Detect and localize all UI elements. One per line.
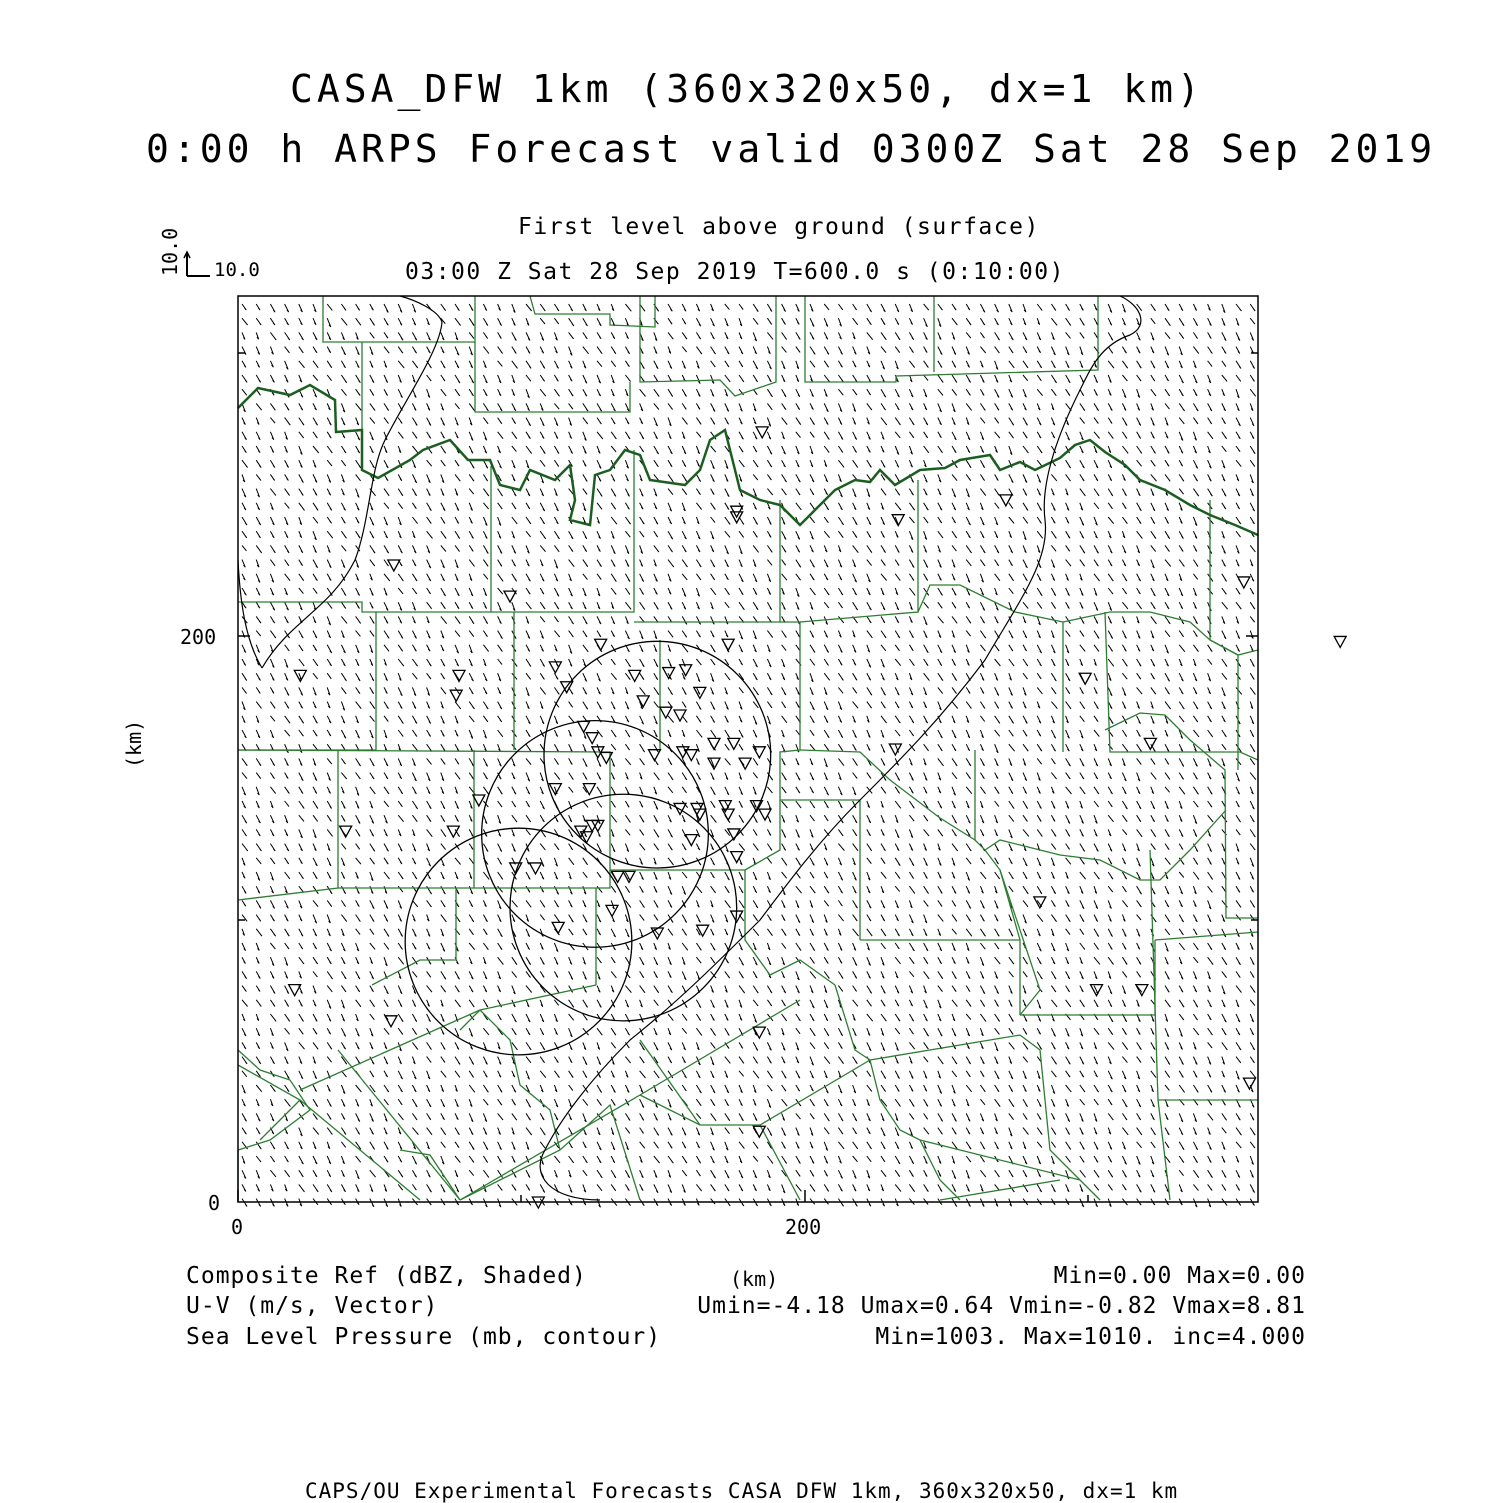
radar-station-triangle-icon bbox=[1034, 897, 1046, 908]
radar-station-triangle-icon bbox=[1144, 738, 1156, 749]
legend-reflectivity-stats: Min=0.00 Max=0.00 bbox=[1053, 1263, 1306, 1289]
radar-station-triangle-icon bbox=[697, 925, 709, 936]
radar-station-triangle-icon bbox=[606, 905, 618, 916]
radar-station-triangle-icon bbox=[552, 922, 564, 933]
radar-station-triangle-icon bbox=[530, 863, 542, 874]
radar-station-triangle-icon bbox=[722, 639, 734, 650]
vector-key-icon bbox=[184, 252, 210, 276]
x-tick-200: 200 bbox=[785, 1215, 822, 1239]
radar-station-triangle-icon bbox=[660, 707, 672, 718]
radar-station-triangle-icon bbox=[583, 784, 595, 795]
radar-station-triangle-icon bbox=[694, 687, 706, 698]
axis-ticks bbox=[238, 353, 1258, 1202]
radar-station-triangle-icon bbox=[685, 835, 697, 846]
radar-station-triangle-icon bbox=[388, 560, 400, 571]
valid-time-label: 03:00 Z Sat 28 Sep 2019 T=600.0 s (0:10:00) bbox=[405, 259, 1065, 285]
radar-station-triangle-icon bbox=[549, 662, 561, 673]
legend-pressure-stats: Min=1003. Max=1010. inc=4.000 bbox=[875, 1324, 1306, 1350]
radar-station-triangle-icon bbox=[447, 826, 459, 837]
footer-credit: CAPS/OU Experimental Forecasts CASA DFW 1km, 360x320x50, dx=1 km bbox=[305, 1479, 1179, 1503]
wind-vector-field bbox=[242, 304, 1256, 1207]
vector-key-v-label: 10.0 bbox=[158, 227, 182, 276]
radar-station-triangle-icon bbox=[586, 733, 598, 744]
radar-range-ring-3 bbox=[510, 794, 737, 1021]
radar-station-triangle-icon bbox=[708, 758, 720, 769]
radar-station-triangle-icon bbox=[722, 809, 734, 820]
radar-station-triangle-icon bbox=[1238, 577, 1250, 588]
radar-range-ring-2 bbox=[482, 721, 709, 948]
legend-reflectivity-name: Composite Ref (dBZ, Shaded) bbox=[186, 1263, 587, 1289]
vector-key-u-label: 10.0 bbox=[214, 259, 260, 281]
plot-frame bbox=[238, 296, 1258, 1202]
legend-wind-stats: Umin=-4.18 Umax=0.64 Vmin=-0.82 Vmax=8.81 bbox=[697, 1293, 1306, 1319]
legend-pressure-name: Sea Level Pressure (mb, contour) bbox=[186, 1324, 662, 1350]
y-tick-0: 0 bbox=[208, 1191, 221, 1215]
radar-station-triangle-icon bbox=[1334, 636, 1346, 647]
radar-station-triangle-icon bbox=[685, 750, 697, 761]
wind-vector-arrows bbox=[242, 304, 1256, 1207]
county-boundaries bbox=[238, 296, 1258, 1200]
state-border bbox=[238, 385, 1258, 535]
radar-station-triangle-icon bbox=[663, 668, 675, 679]
radar-station-triangle-icon bbox=[450, 690, 462, 701]
title-line-2: 0:00 h ARPS Forecast valid 0300Z Sat 28 Sep 2019 bbox=[146, 127, 1437, 171]
radar-station-triangle-icon bbox=[629, 670, 641, 681]
y-axis-label: (km) bbox=[122, 719, 146, 768]
radar-station-triangle-icon bbox=[728, 738, 740, 749]
radar-station-triangle-icon bbox=[756, 427, 768, 438]
title-line-1: CASA_DFW 1km (360x320x50, dx=1 km) bbox=[290, 67, 1204, 111]
radar-station-triangle-icon bbox=[1244, 1078, 1256, 1089]
pressure-contours bbox=[238, 296, 1141, 1200]
level-label: First level above ground (surface) bbox=[518, 214, 1040, 240]
radar-station-triangle-icon bbox=[637, 696, 649, 707]
radar-station-triangle-icon bbox=[504, 591, 516, 602]
x-axis-label: (km) bbox=[730, 1267, 779, 1291]
radar-station-triangle-icon bbox=[578, 721, 590, 732]
radar-range-ring-4 bbox=[405, 828, 632, 1055]
radar-station-triangle-icon bbox=[595, 639, 607, 650]
radar-station-triangle-icon bbox=[739, 758, 751, 769]
radar-station-triangle-icon bbox=[623, 871, 635, 882]
radar-range-rings bbox=[405, 641, 771, 1055]
radar-station-triangle-icon bbox=[674, 710, 686, 721]
y-tick-200: 200 bbox=[180, 625, 217, 649]
x-tick-0: 0 bbox=[231, 1215, 244, 1239]
legend-wind-name: U-V (m/s, Vector) bbox=[186, 1293, 439, 1319]
